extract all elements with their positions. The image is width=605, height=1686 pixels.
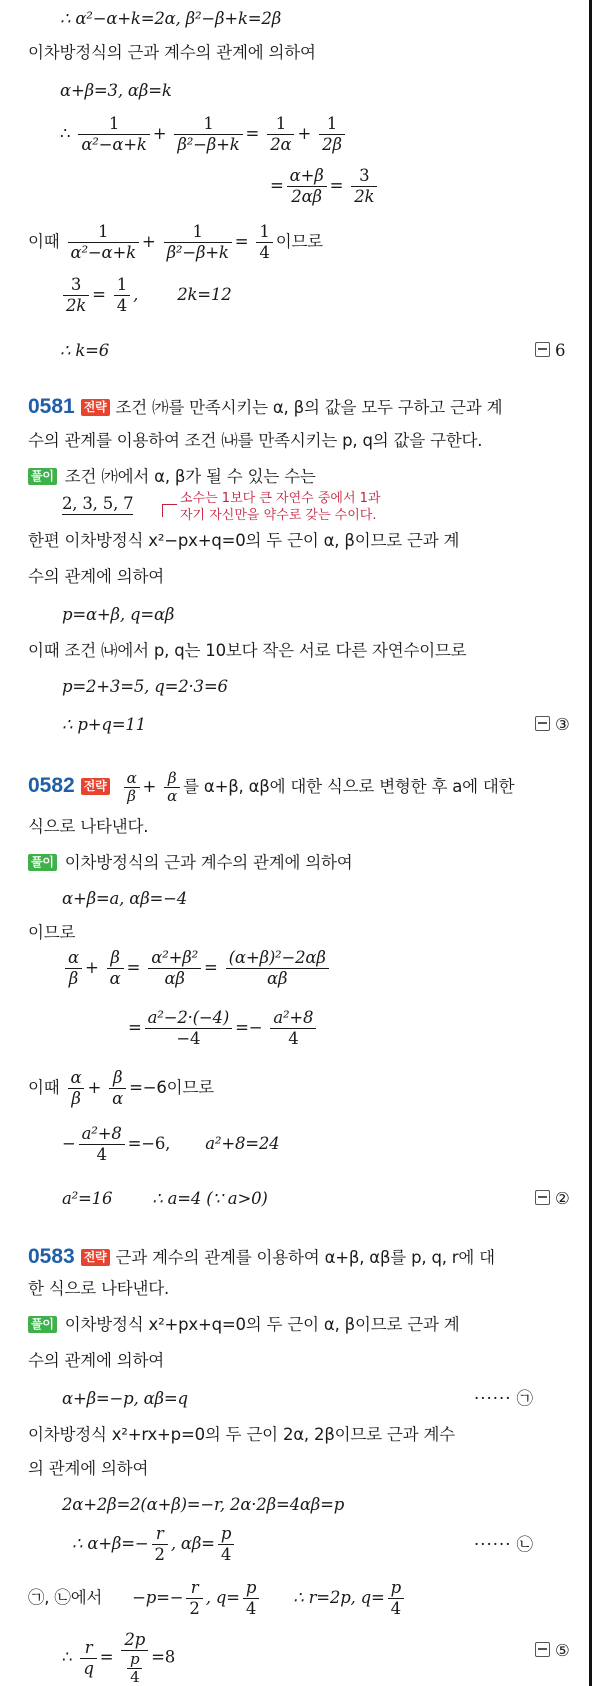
prime-note-2: 자기 자신만을 약수로 갖는 수이다. <box>180 508 377 523</box>
answer-0581: ③ <box>535 714 570 736</box>
strategy-tag: 전략 <box>81 778 110 795</box>
fraction: $\frac{p}{4}$ <box>243 1578 259 1619</box>
note-bracket <box>162 504 177 517</box>
problem-0582-sol-7: − $\frac{\text{a²+8}}{4}$ =−6, a²+8=24 <box>62 1124 280 1164</box>
marker-2: ······ ㉡ <box>474 1535 533 1554</box>
marker-1: ······ ㉠ <box>474 1389 533 1408</box>
intro-line-7: $\frac{3}{2k}$ = $\frac{1}{4}$ , 2k=12 <box>60 275 232 316</box>
problem-0583-strategy-2: 한 식으로 나타낸다. <box>28 1279 170 1298</box>
problem-0582-sol-8: a²=16 ∴ a=4 (∵ a>0) <box>62 1189 268 1208</box>
answer-icon <box>535 716 550 731</box>
prime-note-1: 소수는 1보다 큰 자연수 중에서 1과 <box>180 491 381 506</box>
problem-0583-sol-4: 이차방정식 x²+rx+p=0의 두 근이 2α, 2β이므로 근과 계수 <box>28 1425 455 1444</box>
fraction: $\frac{r}{2}$ <box>186 1578 202 1619</box>
answer-icon <box>535 1642 550 1657</box>
strategy-tag: 전략 <box>81 1249 110 1266</box>
solution-tag: 풀이 <box>28 1316 57 1333</box>
answer-0583: ⑤ <box>535 1640 570 1662</box>
fraction: $\frac{\alpha}{\beta}$ <box>124 770 140 805</box>
fraction: $\frac{1}{\text{α²−α+k}}$ <box>78 114 149 155</box>
problem-0583-sol-9: ∴ $\frac{r}{q}$ = $\frac{2p}{\frac{p}{4}}$ =8 <box>62 1630 176 1686</box>
problem-0581-strategy-2: 수의 관계를 이용하여 조건 ㈏를 만족시키는 p, q의 값을 구한다. <box>28 431 483 450</box>
answer-icon <box>535 342 550 357</box>
problem-0583-sol-8: ㉠, ㉡에서 −p=− $\frac{r}{2}$ , q= $\frac{p}{4}$ ∴ r=2p, q= $\frac{p}{4}$ <box>28 1578 407 1619</box>
problem-number: 0582 <box>28 774 75 797</box>
fraction: $\frac{\text{a²+8}}{4}$ <box>270 1008 316 1049</box>
fraction: $\frac{\alpha}{\beta}$ <box>68 1068 85 1109</box>
intro-line-8: ∴ k=6 <box>60 341 110 360</box>
problem-0581-sol-1: 풀이 조건 ㈎에서 α, β가 될 수 있는 수는 <box>28 466 316 488</box>
intro-line-2: 이차방정식의 근과 계수의 관계에 의하여 <box>28 43 316 62</box>
fraction: $\frac{\text{(α+β)²−2αβ}}{\alpha\beta}$ <box>226 948 329 989</box>
fraction: $\frac{\text{a²+8}}{4}$ <box>79 1124 125 1165</box>
strategy-tag: 전략 <box>81 399 110 416</box>
problem-0581-sol-3: 한편 이차방정식 x²−px+q=0의 두 근이 α, β이므로 근과 계 <box>28 531 460 550</box>
problem-number: 0581 <box>28 395 75 418</box>
problem-0582-header: 0582 전략 $\frac{\alpha}{\beta}$ + $\frac{\beta}{\alpha}$ 를 α+β, αβ에 대한 식으로 변형한 후 a에 대한 <box>28 769 515 805</box>
problem-number: 0583 <box>28 1245 75 1268</box>
fraction: $\frac{\text{a²−2·(−4)}}{-4}$ <box>145 1008 232 1049</box>
intro-line-3: α+β=3, αβ=k <box>60 81 172 100</box>
fraction: $\frac{1}{\text{β²−β+k}}$ <box>164 222 232 263</box>
problem-0582-strategy-2: 식으로 나타낸다. <box>28 817 149 836</box>
primes-list: 2, 3, 5, 7 <box>62 494 134 513</box>
fraction: $\frac{\beta}{\alpha}$ <box>164 770 180 805</box>
problem-0581-header: 0581 전략 조건 ㈎를 만족시키는 α, β의 값을 모두 구하고 근과 계 <box>28 395 503 418</box>
problem-0583-sol-3: α+β=−p, αβ=q <box>62 1389 188 1408</box>
problem-0582-sol-1: 풀이 이차방정식의 근과 계수의 관계에 의하여 <box>28 852 353 874</box>
problem-0583-sol-6: 2α+2β=2(α+β)=−r, 2α·2β=4αβ=p <box>62 1495 345 1514</box>
fraction: $\frac{3}{2k}$ <box>351 166 377 207</box>
problem-0583-sol-1: 풀이 이차방정식 x²+px+q=0의 두 근이 α, β이므로 근과 계 <box>28 1314 460 1336</box>
fraction: $\frac{\alpha+\beta}{2\alpha\beta}$ <box>287 166 327 207</box>
problem-0582-sol-3: 이므로 <box>28 923 76 942</box>
problem-0581-sol-5: p=α+β, q=αβ <box>62 605 175 624</box>
problem-0582-sol-4: $\frac{\alpha}{\beta}$ + $\frac{\beta}{\alpha}$ = $\frac{\text{α²+β²}}{\alpha\beta}$ = $\frac{\text{(α+β)²−2αβ}}{\alpha\beta}$ <box>62 948 332 989</box>
problem-0583-sol-5: 의 관계에 의하여 <box>28 1459 149 1478</box>
problem-0581-sol-8: ∴ p+q=11 <box>62 715 146 734</box>
answer-0582: ② <box>535 1188 570 1210</box>
fraction: $\frac{\beta}{\alpha}$ <box>109 1068 126 1109</box>
intro-line-1: ∴ α²−α+k=2α, β²−β+k=2β <box>60 9 282 28</box>
problem-0581-sol-7: p=2+3=5, q=2·3=6 <box>62 677 228 696</box>
fraction: $\frac{r}{2}$ <box>152 1524 168 1565</box>
problem-0581-sol-6: 이때 조건 ㈏에서 p, q는 10보다 작은 서로 다른 자연수이므로 <box>28 641 467 660</box>
answer-intro: 6 <box>535 340 566 362</box>
problem-0582-sol-2: α+β=a, αβ=−4 <box>62 889 188 908</box>
fraction: $\frac{1}{\text{β²−β+k}}$ <box>174 114 242 155</box>
solution-tag: 풀이 <box>28 854 57 871</box>
problem-0583-header: 0583 전략 근과 계수의 관계를 이용하여 α+β, αβ를 p, q, r에 대 <box>28 1245 495 1268</box>
problem-0583-sol-7: ∴ α+β=− $\frac{r}{2}$ , αβ= $\frac{p}{4}$ <box>72 1524 237 1565</box>
fraction: $\frac{\alpha}{\beta}$ <box>65 948 82 989</box>
fraction: $\frac{p}{4}$ <box>218 1524 234 1565</box>
answer-icon <box>535 1190 550 1205</box>
fraction: $\frac{\beta}{\alpha}$ <box>107 948 124 989</box>
column-divider <box>589 0 592 1686</box>
intro-line-6: 이때 $\frac{1}{\text{α²−α+k}}$ + $\frac{1}{\text{β²−β+k}}$ = $\frac{1}{4}$ 이므로 <box>28 222 323 262</box>
fraction: $\frac{p}{4}$ <box>388 1578 404 1619</box>
problem-0581-sol-4: 수의 관계에 의하여 <box>28 567 165 586</box>
fraction: $\frac{\text{α²+β²}}{\alpha\beta}$ <box>148 948 201 989</box>
solution-tag: 풀이 <box>28 468 57 485</box>
problem-0582-sol-6: 이때 $\frac{\alpha}{\beta}$ + $\frac{\beta}{\alpha}$ =−6이므로 <box>28 1068 214 1108</box>
fraction: $\frac{1}{2\beta}$ <box>319 114 345 155</box>
fraction: $\frac{2p}{\frac{p}{4}}$ <box>121 1630 148 1686</box>
fraction: $\frac{1}{4}$ <box>256 222 272 263</box>
problem-0582-sol-5: = $\frac{\text{a²−2·(−4)}}{-4}$ =− $\frac{\text{a²+8}}{4}$ <box>128 1008 319 1049</box>
fraction: $\frac{r}{q}$ <box>80 1638 96 1679</box>
fraction: $\frac{1}{\text{α²−α+k}}$ <box>68 222 139 263</box>
intro-line-4: ∴ $\frac{1}{\text{α²−α+k}}$ + $\frac{1}{\text{β²−β+k}}$ = $\frac{1}{2\alpha}$ + $\frac{1}{2\beta}$ <box>60 114 348 155</box>
intro-line-5: = $\frac{\alpha+\beta}{2\alpha\beta}$ = $\frac{3}{2k}$ <box>270 166 380 207</box>
fraction: $\frac{3}{2k}$ <box>63 275 89 316</box>
problem-0583-sol-2: 수의 관계에 의하여 <box>28 1351 165 1370</box>
fraction: $\frac{1}{2\alpha}$ <box>267 114 294 155</box>
fraction: $\frac{1}{4}$ <box>114 275 130 316</box>
